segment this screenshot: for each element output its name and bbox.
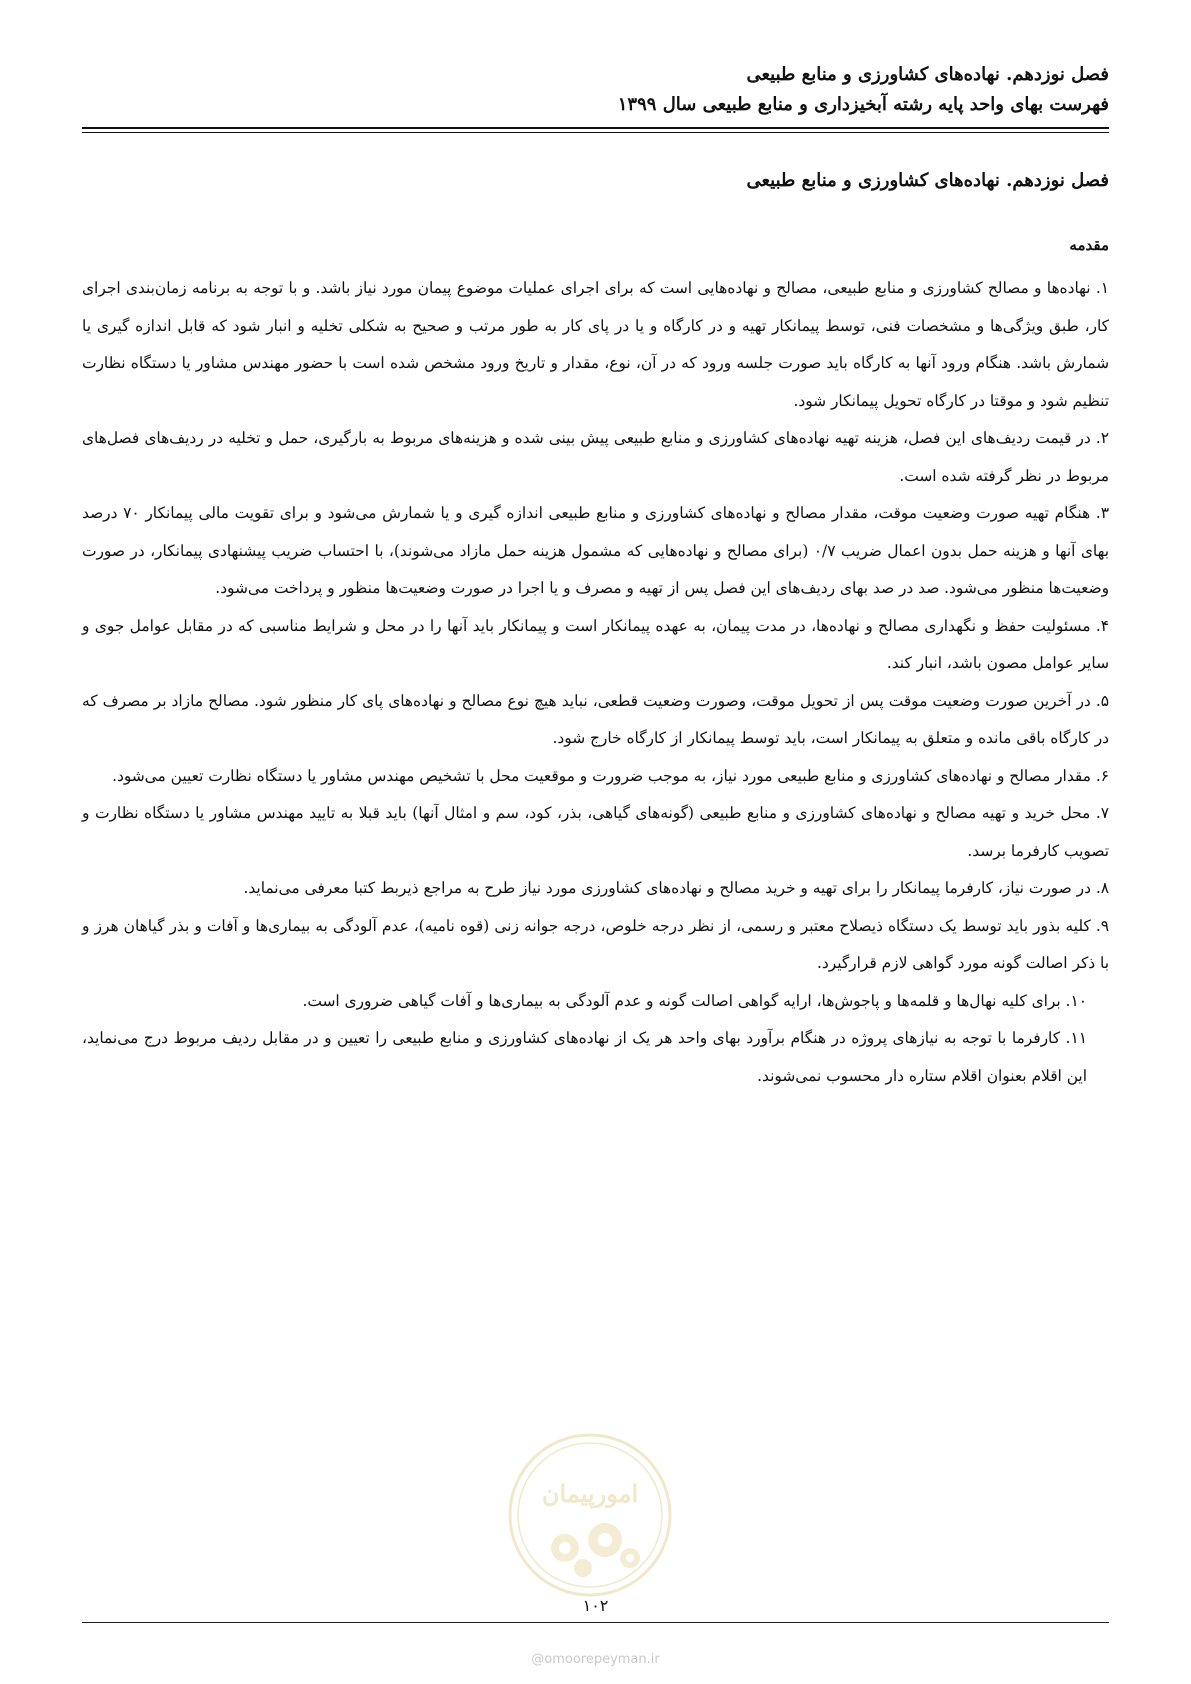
paragraph-10: ۱۰. برای کلیه نهال‌ها و قلمه‌ها و پاجوش‌ها، ارایه گواهی اصالت گونه و عدم آلودگی به بیماری‌ها و آفات گیاهی ضروری است. [302,991,1087,1010]
paragraph-6: ۶. مقدار مصالح و نهاده‌های کشاورزی و منابع طبیعی مورد نیاز، به موجب ضرورت و موقعیت محل با تشخیص مهندس مشاور یا دستگاه نظارت تعیین می‌شود. [112,766,1109,785]
paragraph-3: ۳. هنگام تهیه صورت وضعیت موقت، مقدار مصالح و نهاده‌های کشاورزی و منابع طبیعی اندازه گیری و یا شمارش می‌شود و برای تقویت مالی پیمانکار ۷۰ درصد بهای آنها و هزینه حمل بدون اعمال ضریب ۰/۷ (برای مصالح و نهاده‌هایی که مشمول هزینه حمل مازاد می‌شوند)، با احتساب ضریب پیشنهادی پیمانکار، در صورت وضعیت‌ها منظور می‌شود. صد در صد بهای ردیف‌های این فصل پس از تهیه و مصرف و یا اجرا در صورت وضعیت‌ها منظور و پرداخت می‌شود. [82,504,1109,597]
watermark-text: امورپیمان [541,1479,639,1508]
paragraph-8: ۸. در صورت نیاز، کارفرما پیمانکار را برای تهیه و خرید مصالح و نهاده‌های کشاورزی مورد نیاز طرح به مراجع ذیربط کتبا معرفی می‌نماید. [243,879,1109,897]
section-title: مقدمه [1069,236,1109,254]
paragraph-5: ۵. در آخرین صورت وضعیت موقت پس از تحویل موقت، وصورت وضعیت قطعی، نباید هیچ نوع مصالح و نهاده‌های پای کار منظور شود. مصالح مازاد بر مصرف که در کارگاه باقی مانده و متعلق به پیمانکار است، باید توسط پیمانکار از کارگاه خارج شود. [82,691,1109,747]
body-text [82,270,1109,1095]
paragraph-2: ۲. در قیمت ردیف‌های این فصل، هزینه تهیه نهاده‌های کشاورزی و منابع طبیعی پیش بینی شده و هزینه‌های مربوط به بارگیری، حمل و تخلیه در ردیف‌های فصل‌های مربوط در نظر گرفته شده است. [82,429,1109,485]
header-catalog-line: فهرست بهای واحد پایه رشته آبخیزداری و منابع طبیعی سال ۱۳۹۹ [617,94,1109,115]
running-header [82,60,1109,120]
chapter-title: فصل نوزدهم. نهاده‌های کشاورزی و منابع طبیعی [746,170,1109,191]
header-divider [82,127,1109,133]
site-watermark-text: @omoorepeyman.ir [531,1652,660,1667]
footer-divider [82,1622,1109,1623]
paragraph-11: ۱۱. کارفرما با توجه به نیازهای پروژه در هنگام برآورد بهای واحد هر یک از نهاده‌های کشاورزی و منابع طبیعی را تعیین و در مقابل ردیف مربوط درج می‌نماید، این اقلام بعنوان اقلام ستاره دار محسوب نمی‌شوند. [82,1029,1087,1085]
paragraph-7: ۷. محل خرید و تهیه مصالح و نهاده‌های کشاورزی و منابع طبیعی (گونه‌های گیاهی، بذر، کود، سم و امثال آنها) باید قبلا به تایید مهندس مشاور یا دستگاه نظارت و تصویب کارفرما برسد. [82,804,1109,860]
paragraph-4: ۴. مسئولیت حفظ و نگهداری مصالح و نهاده‌ها، در مدت پیمان، به عهده پیمانکار است و پیمانکار باید آنها را در محل و شرایط مناسبی که در مقابل عوامل جوی و سایر عوامل مصون باشد، انبار کند. [82,616,1109,672]
logo-watermark-icon [505,1430,675,1600]
page-number: ۱۰۲ [582,1596,609,1615]
paragraph-1: ۱. نهاده‌ها و مصالح کشاورزی و منابع طبیعی، مصالح و نهاده‌هایی است که برای اجرای عملیات موضوع پیمان مورد نیاز باشد. و با توجه به برنامه زمان‌بندی اجرای کار، طبق ویژگی‌ها و مشخصات فنی، توسط پیمانکار تهیه و در کارگاه و یا در پای کار به طور مرتب و صحیح به شکلی تخلیه و انبار شود که قابل اندازه گیری یا شمارش باشد. هنگام ورود آنها به کارگاه باید صورت جلسه ورود که در آن، نوع، مقدار و تاریخ ورود مشخص شده است با حضور مهندس مشاور یا دستگاه نظارت تنظیم شود و موقتا در کارگاه تحویل پیمانکار شود. [82,279,1109,410]
paragraph-9: ۹. کلیه بذور باید توسط یک دستگاه ذیصلاح معتبر و رسمی، از نظر درجه خلوص، درجه جوانه زنی (قوه نامیه)، عدم آلودگی به بیماری‌ها و آفات و بذر گیاهان هرز و با ذکر اصالت گونه مورد گواهی لازم قرارگیرد. [82,916,1109,972]
header-chapter-line: فصل نوزدهم. نهاده‌های کشاورزی و منابع طبیعی [746,64,1109,85]
